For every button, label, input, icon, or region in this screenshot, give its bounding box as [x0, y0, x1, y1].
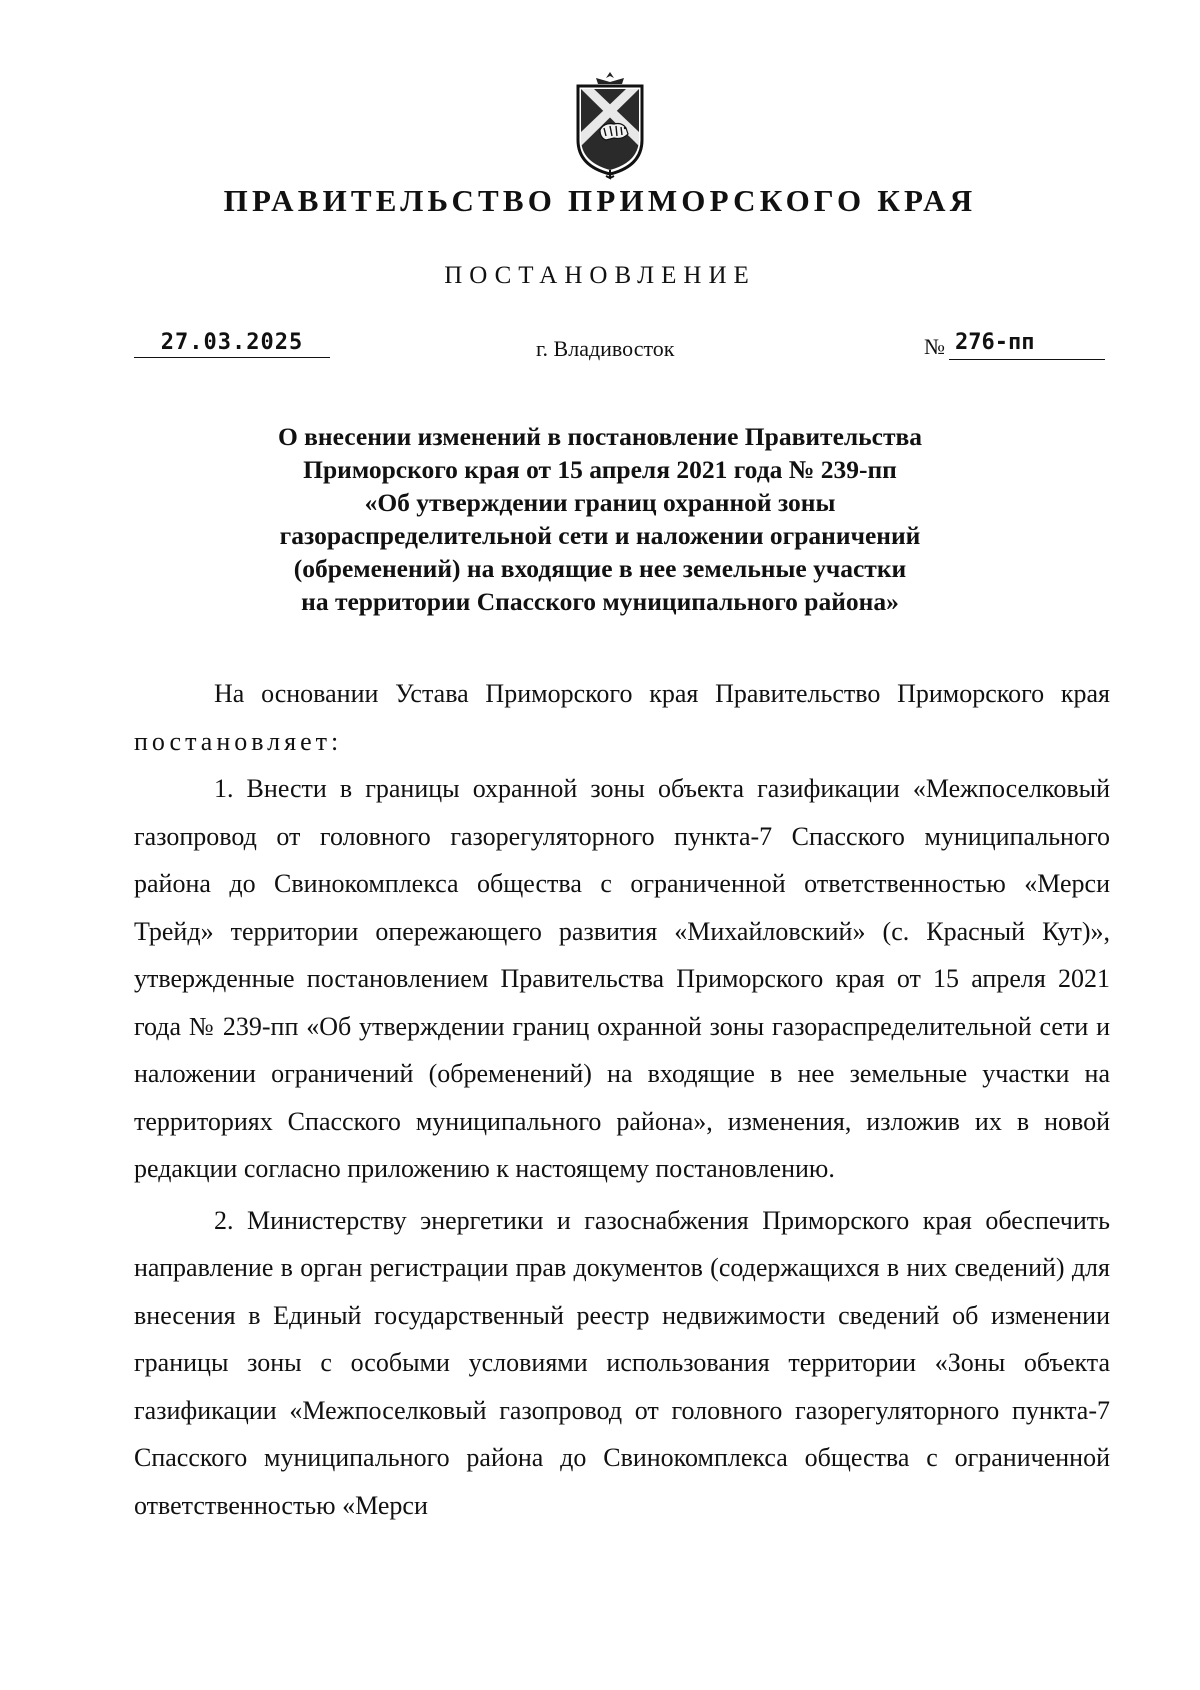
paragraph-2: 2. Министерству энергетики и газоснабжения Приморского края обеспечить направление в орган регистрации прав документов (содержащихся в них сведений) для внесения в Единый государственный реестр недвижимости сведений об изменении границы зоны с особыми условиями использования территории «Зоны объекта газификации «Межпоселковый газопровод от головного газорегуляторного пункта-7 Спасского муниципального района до Свинокомплекса общества с ограниченной ответственностью «Мерси [134, 1205, 1110, 1520]
decree-subject-heading [150, 420, 1050, 618]
intro-text: На основании Устава Приморского края Правительство Приморского края [214, 679, 1110, 708]
subject-line: О внесении изменений в постановление Правительства [277, 422, 923, 451]
subject-line: «Об утверждении границ охранной зоны [364, 488, 836, 517]
paragraph-1: 1. Внести в границы охранной зоны объекта газификации «Межпоселковый газопровод от головного газорегуляторного пункта-7 Спасского муниципального района до Свинокомплекса общества с ограниченной ответственностью «Мерси Трейд» территории опережающего развития «Михайловский» (с. Красный Кут)», утвержденные постановлением Правительства Приморского края от 15 апреля 2021 года № 239-пп «Об утверждении границ охранной зоны газораспределительной сети и наложении ограничений (обременений) на входящие в нее земельные участки на территориях Спасского муниципального района», изменения, изложив их в новой редакции согласно приложению к настоящему постановлению. [134, 774, 1110, 1183]
subject-line: Приморского края от 15 апреля 2021 года № 239-пп [303, 455, 897, 484]
coat-of-arms-emblem [570, 70, 650, 180]
subject-line: газораспределительной сети и наложении ограничений [279, 521, 921, 550]
decree-date: 27.03.2025 [134, 330, 330, 358]
resolves-word: постановляет: [134, 726, 343, 756]
subject-line: на территории Спасского муниципального района» [301, 587, 899, 616]
document-type: ПОСТАНОВЛЕНИЕ [444, 262, 756, 289]
decree-number: 276-пп [949, 330, 1105, 360]
subject-line: (обременений) на входящие в нее земельные участки [293, 554, 907, 583]
decree-number-block [924, 330, 1105, 360]
decree-body [134, 670, 1110, 1529]
decree-city: г. Владивосток [536, 336, 675, 361]
government-name: ПРАВИТЕЛЬСТВО ПРИМОРСКОГО КРАЯ [223, 183, 977, 218]
intro-paragraph [134, 670, 1110, 765]
number-sign: № [924, 334, 945, 359]
